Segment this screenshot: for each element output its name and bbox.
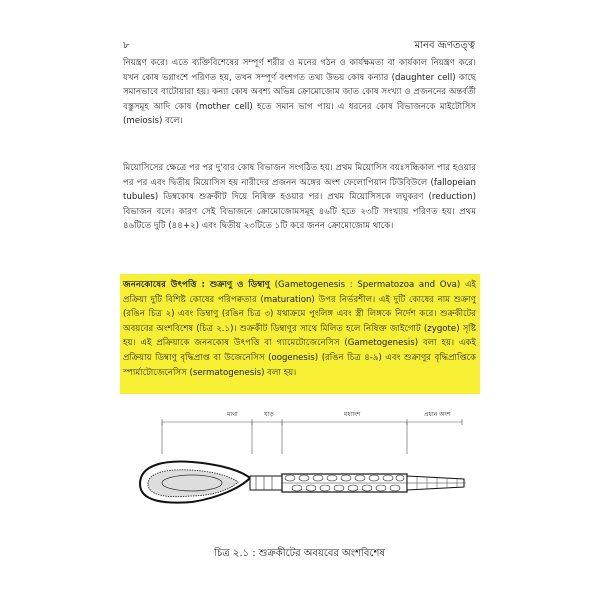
paragraph-meiosis: মিয়োসিসের ক্ষেত্রে পর পর দু'বার কোষ বিভাজন সংগঠিত হয়। প্রথম মিয়োসিস বয়ঃসন্ধিকাল পার হওয়ার পর পর এবং দ্বিতীয় মিয়োসিস হয় নারীদের প্রজনন অঙ্গের অংশ ফেলোপিয়ান টিউবিউলে (fallopeian tubules) ডিম্বকোষ শুক্রকীট দিয়ে নিষিক্ত হওয়ার পর। প্রথম মিয়োসিসকে লঘুকরণ (reduction) বিভাজন বলে। কারণ সেই বিভাজনে ক্রোমোজোমসমূহ ৪৬টি হতে ২৩টি সংখ্যায় পরিণত হয়। প্রথম ৪৬টিতে দুটি (৪৪+২) এবং দ্বিতীয় ২৩টিতে ১টি করে জনন ক্রোমোজোম থাকে। bbox=[123, 163, 476, 232]
page-number: ৮ bbox=[123, 40, 130, 51]
sperm-middle-piece bbox=[282, 474, 407, 492]
section-heading: জননকোষের উৎপত্তি : শুক্রাণু ও ডিম্বাণু bbox=[123, 280, 270, 290]
running-title: মানব ভ্রূণতত্ত্ব bbox=[414, 40, 475, 51]
paragraph-gametogenesis-text: (Gametogenesis : Spermatozoa and Ova) এই প্রক্রিয়া দুটি বিশিষ্ট কোষের পরিপক্বতার (maturation) উপর নির্ভরশীল। এই দুটি কোষের নাম শুক্রাণু (রঙিন চিত্র ২) এবং ডিম্বাণু (রঙিন চিত্র ৩) যথাক্রমে পুংলিঙ্গ এবং স্ত্রী লিঙ্গকে নির্দেশ করে। শুক্রকীটের অবয়বের অংশবিশেষ (চিত্র ২.১)। শুক্রকীট ডিম্বাণুর সাথে মিলিত হলে নিষিক্ত জাইগোট (zygote) সৃষ্টি হয়। এই প্রক্রিয়াকে জননকোষ উৎপত্তি বা গ্যামেটোজেনেসিস (Gametogenesis) বলা হয়। একই প্রক্রিয়ায় ডিম্বাণু বৃদ্ধিপ্রাপ্ত বা উজেনেসিস (oogenesis) (রঙিন চিত্র ৪-৯) এবং শুক্রাণুর বৃদ্ধিপ্রাপ্তিকে স্পার্মাটোজেনেসিস (sermatogenesis) বলা হয়। bbox=[123, 280, 476, 378]
sperm-tail bbox=[407, 476, 466, 490]
paragraph-gametogenesis bbox=[123, 278, 476, 380]
label-middle: মধ্যাংশ bbox=[344, 411, 361, 418]
sperm-neck bbox=[250, 476, 282, 490]
figure-caption: চিত্র ২.১ : শুক্রকীটের অবয়বের অংশবিশেষ bbox=[214, 548, 385, 559]
dimension-brackets bbox=[162, 419, 462, 454]
page-header bbox=[123, 38, 475, 55]
label-neck: ঘাড় bbox=[264, 411, 274, 418]
sperm-head bbox=[140, 462, 250, 503]
paragraph-mitosis: নিয়ন্ত্রণ করে। এতে ব্যক্তিবিশেষের সম্পূর্ণ শরীর ও মনের গঠন ও কার্যক্ষমতা বা কার্যকাল নিয়ন্ত্রণ করে। যখন কোষ ভগ্নাংশে পরিণত হয়, তখন সম্পূর্ণ বংশগত তথ্য উভয় কোষ কন্যার (daughter cell) কাছে সমানভাবে বাটোয়ারা হয়। কন্যা কোষ অবশ্য অভিন্ন ক্রোমোজোম জাত কোষ সংখ্যা ও প্রজননের অন্তর্বর্তী বস্তুসমূহ আদি কোষ (mother cell) হতে সমান ভাগ পায়। এ ধরনের কোষ বিভাজনকে মাইটোসিস (meiosis) বলে। bbox=[123, 58, 476, 127]
label-main: প্রধান অংশ bbox=[424, 411, 451, 418]
label-head: মাথা bbox=[227, 411, 238, 418]
sperm-diagram bbox=[132, 406, 470, 526]
